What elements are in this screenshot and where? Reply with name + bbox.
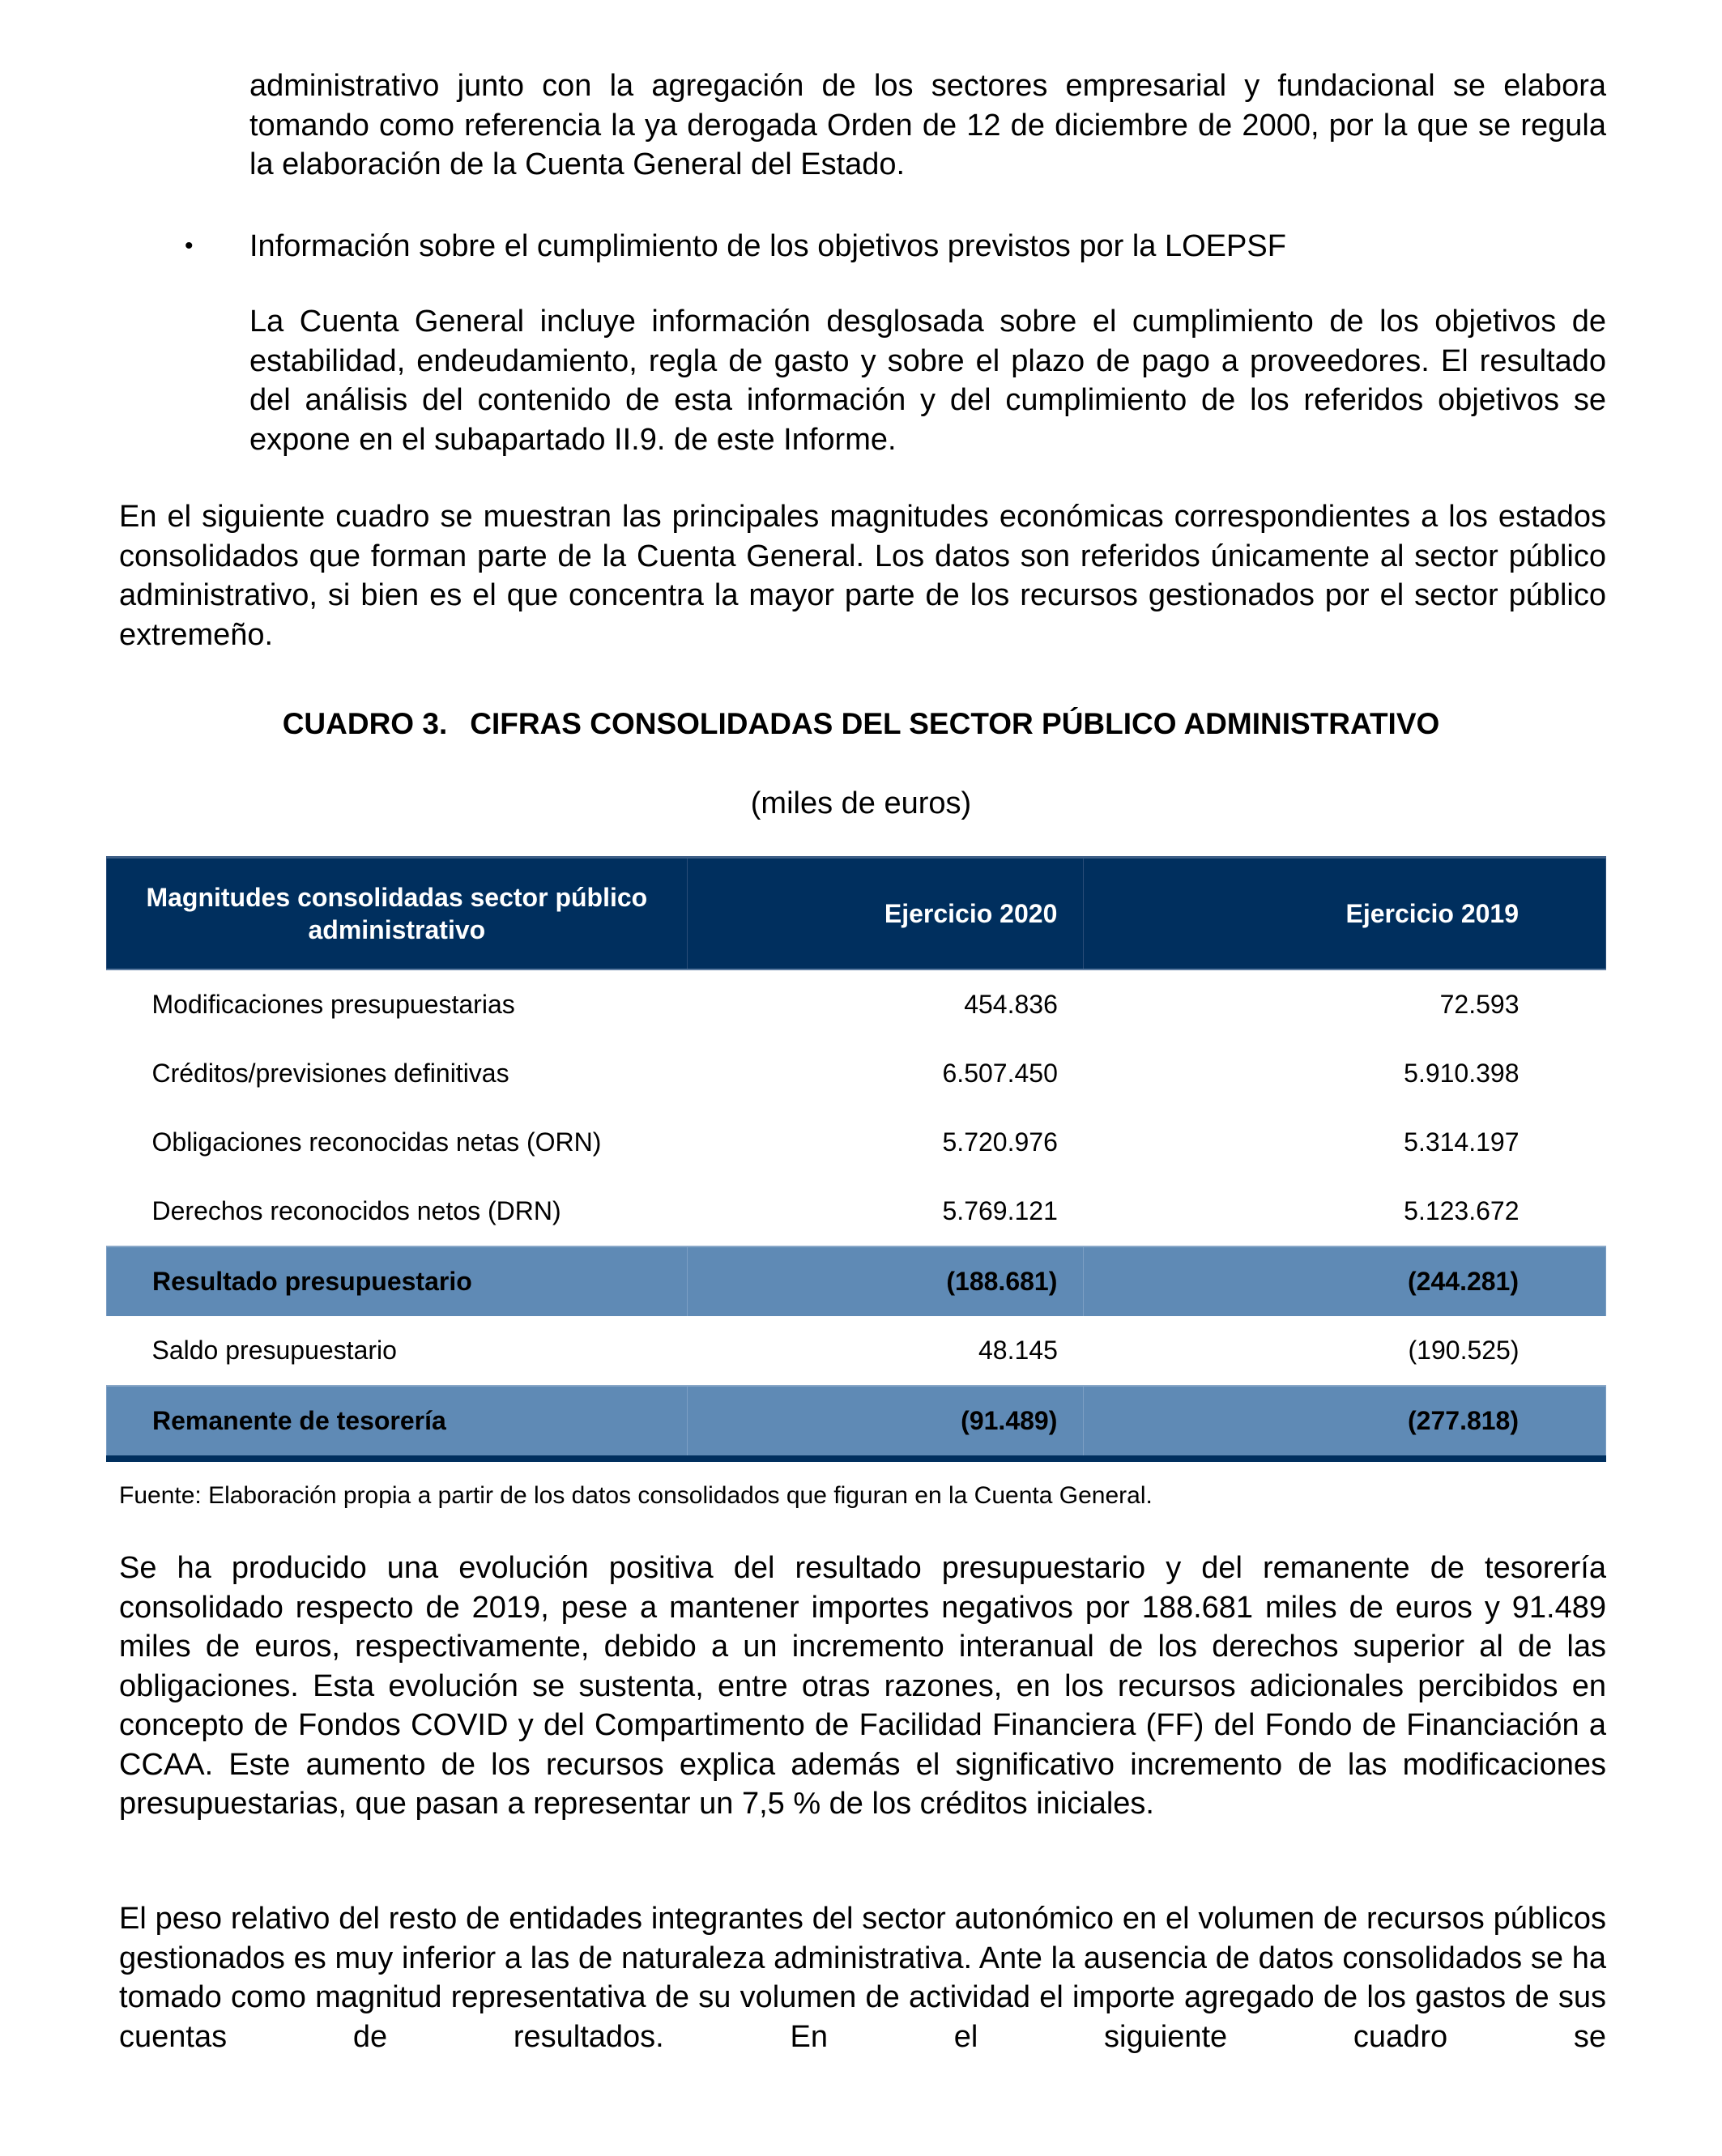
table-row [107,1177,1606,1246]
value-2020: 5.769.121 [942,1196,1058,1225]
value-2019: 72.593 [1439,990,1520,1019]
value-2019: 5.910.398 [1404,1059,1520,1088]
table-header-row [107,858,1606,970]
row-label: Créditos/previsiones definitivas [151,1059,509,1088]
consolidated-figures-table [106,856,1606,1462]
row-label: Derechos reconocidos netos (DRN) [151,1196,561,1225]
row-label: Modificaciones presupuestarias [151,990,515,1019]
table-row [107,1039,1606,1108]
value-2019: (277.818) [1084,1386,1606,1459]
table-row [107,1316,1606,1386]
value-2020: 48.145 [978,1336,1058,1365]
table-row-highlighted [107,1386,1606,1459]
row-label: Resultado presupuestario [107,1246,688,1316]
value-2020: 454.836 [964,990,1058,1019]
table-number: CUADRO 3. [282,707,448,740]
bullet-heading: Información sobre el cumplimiento de los objetivos previstos por la LOEPSF [249,229,1286,263]
column-header-2019: Ejercicio 2019 [1084,858,1606,970]
row-label: Remanente de tesorería [107,1386,688,1459]
table-row [107,969,1606,1039]
column-header-2020: Ejercicio 2020 [687,858,1084,970]
value-2019: (244.281) [1084,1246,1606,1316]
value-2020: (188.681) [687,1246,1084,1316]
analysis-paragraph: Se ha producido una evolución positiva del resultado presupuestario y del remanente de tesorería consolidado respecto de 2019, pese a mantener importes negativos por 188.681 miles de euros y 91.489 miles de euros, respectivamente, debido a un incremento interanual de los derechos superior al de las obligaciones. Esta evolución se sustenta, entre otras razones, en los recursos adicionales percibidos en concepto de Fondos COVID y del Compartimento de Facilidad Financiera (FF) del Fondo de Financiación a CCAA. Este aumento de los recursos explica además el significativo incremento de las modificaciones presupuestarias, que pasan a representar un 7,5 % de los créditos iniciales. [119,1551,1606,1821]
lead-paragraph: En el siguiente cuadro se muestran las principales magnitudes económicas correspondientes a los estados consolidados que forman parte de la Cuenta General. Los datos son referidos únicamente al sector público administrativo, si bien es el que concentra la mayor parte de los recursos gestionados por el sector público extremeño. [119,500,1606,652]
table-units: (miles de euros) [750,786,972,820]
table-row [107,1108,1606,1177]
row-label: Obligaciones reconocidas netas (ORN) [151,1127,602,1157]
column-header-magnitude: Magnitudes consolidadas sector público administrativo [107,858,688,970]
value-2020: 5.720.976 [942,1127,1058,1157]
value-2019: 5.123.672 [1404,1196,1520,1225]
table-title-text: CIFRAS CONSOLIDADAS DEL SECTOR PÚBLICO ADMINISTRATIVO [470,707,1440,740]
value-2019: 5.314.197 [1404,1127,1520,1157]
value-2020: 6.507.450 [942,1059,1058,1088]
closing-paragraph: El peso relativo del resto de entidades integrantes del sector autonómico en el volumen de recursos públicos gestionados es muy inferior a las de naturaleza administrativa. Ante la ausencia de datos consolidados se ha tomado como magnitud representativa de su volumen de actividad el importe agregado de los gastos de sus cuentas de resultados. En el siguiente cuadro se [119,1902,1606,2054]
bullet-body-paragraph: La Cuenta General incluye información desglosada sobre el cumplimiento de los objetivos de estabilidad, endeudamiento, regla de gasto y sobre el plazo de pago a proveedores. El resultado del análisis del contenido de esta información y del cumplimiento de los referidos objetivos se expone en el subapartado II.9. de este Informe. [249,305,1606,457]
bullet-icon: • [185,232,194,259]
table-row-highlighted [107,1246,1606,1316]
intro-continuation-paragraph: administrativo junto con la agregación de los sectores empresarial y fundacional se elabora tomando como referencia la ya derogada Orden de 12 de diciembre de 2000, por la que se regula la elaboración de la Cuenta General del Estado. [249,69,1606,181]
table-title [0,705,1722,744]
value-2019: (190.525) [1408,1336,1520,1365]
table-source-note: Fuente: Elaboración propia a partir de los datos consolidados que figuran en la Cuenta General. [119,1482,1153,1509]
value-2020: (91.489) [687,1386,1084,1459]
row-label: Saldo presupuestario [151,1336,397,1365]
